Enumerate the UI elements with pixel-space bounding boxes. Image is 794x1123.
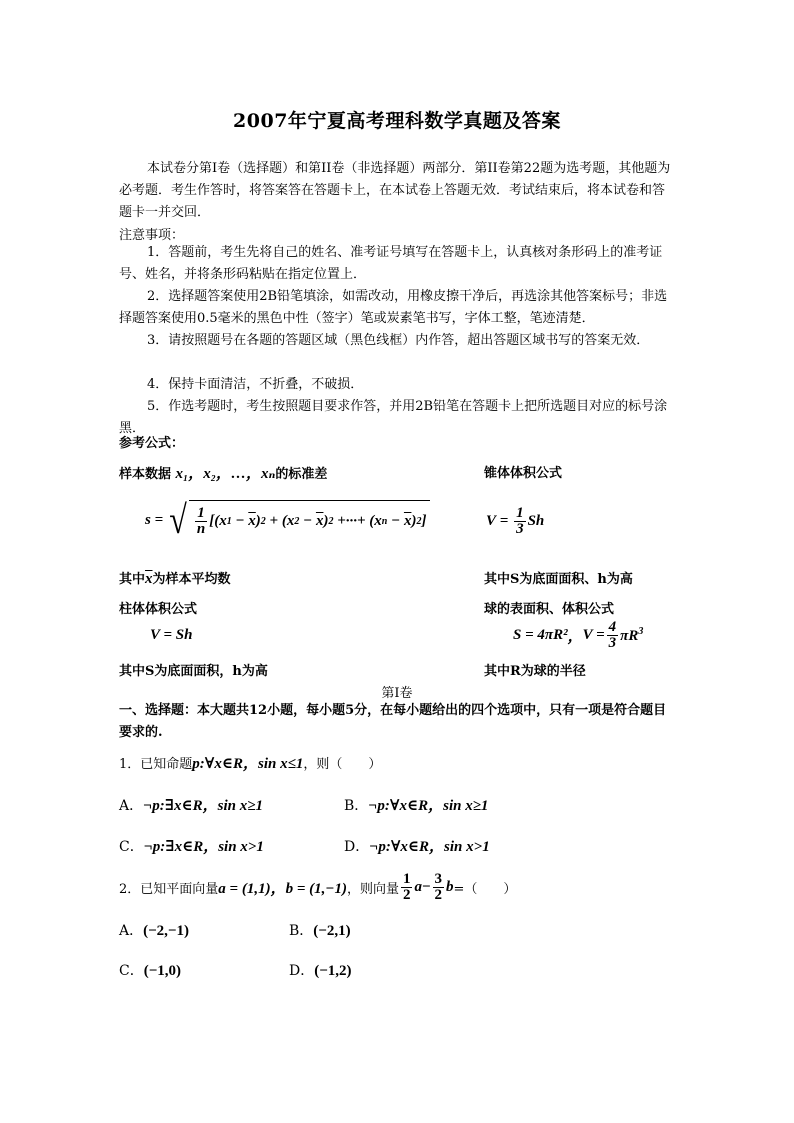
- sphere-area: S = 4πR²: [513, 627, 568, 643]
- formulas-heading: 参考公式：: [119, 436, 185, 451]
- mean-var: $\overline{x}$: [145, 571, 153, 587]
- q1-option-a-label: A．: [119, 798, 144, 814]
- q2-option-b-math: (−2,1): [313, 923, 351, 939]
- q1-option-a-math: ¬p:∃x∈R，sin x≥1: [143, 798, 263, 814]
- q1-option-d-label: D．: [344, 839, 370, 855]
- mean-note-row: [119, 568, 231, 588]
- q2-option-c-label: C．: [119, 963, 144, 979]
- sphere-volume-lhs: V =: [582, 627, 605, 643]
- question-1: [119, 752, 381, 773]
- stddev-vars: x₁，x₂，…，xₙ: [175, 466, 276, 482]
- q2-option-d-math: (−1,2): [314, 963, 352, 979]
- q1-option-b-math: ¬p:∀x∈R，sin x≥1: [368, 798, 489, 814]
- intro-paragraph: 本试卷分第I卷（选择题）和第II卷（非选择题）两部分．第II卷第22题为选考题，其他题为必考题．考生作答时，将答案答在答题卡上，在本试卷上答题无效．考试结束后，将本试卷和答题卡一并交回．: [119, 161, 671, 220]
- q1-option-c[interactable]: [119, 835, 264, 856]
- q1-option-b[interactable]: [344, 794, 488, 815]
- mean-prefix: 其中: [119, 572, 146, 587]
- note-4: 4．保持卡面清洁，不折叠，不破损．: [147, 377, 364, 392]
- q1-option-c-label: C．: [119, 839, 144, 855]
- q2-option-b-label: B．: [289, 923, 314, 939]
- cone-note: 其中S为底面面积、h为高: [484, 572, 633, 587]
- q2-option-c-math: (−1,0): [143, 963, 182, 979]
- q2-suffix: =（ ）: [453, 882, 517, 897]
- q1-prefix: 1．已知命题: [119, 757, 193, 772]
- part-one-heading: 一、选择题：本大题共12小题，每小题5分，在每小题给出的四个选项中，只有一项是符合题目要求的.: [119, 703, 667, 740]
- stddev-label-row: [119, 462, 327, 483]
- q2-option-c[interactable]: [119, 960, 181, 980]
- prism-formula: V = Sh: [150, 627, 193, 643]
- sphere-label: 球的表面积、体积公式: [484, 602, 615, 617]
- q1-option-d-math: ¬p:∀x∈R，sin x>1: [369, 839, 490, 855]
- q2-option-b[interactable]: [289, 920, 351, 940]
- stddev-suffix: 的标准差: [275, 467, 328, 482]
- q1-option-b-label: B．: [344, 798, 369, 814]
- stddev-label: 样本数据: [119, 467, 172, 482]
- q2-option-a-math: (−2,−1): [143, 923, 189, 939]
- q2-option-a[interactable]: [119, 920, 189, 940]
- mean-note: 为样本平均数: [152, 572, 231, 587]
- q1-option-a[interactable]: [119, 794, 263, 815]
- cone-formula: V = $\frac{1}{3}$ Sh: [486, 505, 545, 537]
- sphere-note: 其中R为球的半径: [484, 664, 586, 679]
- prism-note: 其中S为底面面积，h为高: [119, 664, 268, 679]
- sqrt-symbol: √ $\frac{1}{n}$ [( x 1 − $\overline{x}$ ) 2 + ( x 2 − $\overline{x}$ ) 2 +···+ ( x n − $\overline{x}$ ) 2 ]: [167, 500, 431, 540]
- q2-option-d[interactable]: [289, 960, 352, 980]
- q2-option-a-label: A．: [119, 923, 144, 939]
- q2-option-d-label: D．: [289, 963, 315, 979]
- q1-option-c-math: ¬p:∃x∈R，sin x>1: [143, 839, 264, 855]
- note-2: 2．选择题答案使用2B铅笔填涂，如需改动，用橡皮擦干净后，再选涂其他答案标号；非选择题答案使用0.5毫米的黑色中性（签字）笔或炭素笔书写，字体工整，笔迹清楚．: [119, 289, 668, 326]
- q1-option-d[interactable]: [344, 835, 490, 856]
- q2-vectors: a = (1,1)，b = (1,−1): [218, 881, 347, 897]
- note-1: 1．答题前，考生先将自己的姓名、准考证号填写在答题卡上，认真核对条形码上的准考证号、姓名，并将条形码粘贴在指定位置上．: [119, 245, 663, 282]
- note-3: 3．请按照题号在各题的答题区域（黑色线框）内作答，超出答题区域书写的答案无效．: [147, 333, 650, 348]
- q1-math: p:∀x∈R，sin x≤1: [192, 756, 304, 772]
- q2-prefix: 2．已知平面向量: [119, 882, 219, 897]
- sphere-formula: S = 4πR² ， V = $\frac{4}{3}$ $\pi R^3$: [513, 619, 644, 651]
- stddev-formula: s = √ $\frac{1}{n}$ [( x 1 − $\overline{x}$ ) 2 + ( x 2 − $\overline{x}$ ) 2 +···+ ( x n − $\overline{x}$ ) 2 ]: [145, 500, 430, 540]
- cone-label: 锥体体积公式: [484, 466, 563, 481]
- page-title: 2007年宁夏高考理科数学真题及答案: [233, 110, 561, 132]
- question-2: 2．已知平面向量 a = (1,1)，b = (1,−1) ，则向量 $\frac{1}{2}$ a − $\frac{3}{2}$ b =（ ）: [119, 871, 517, 903]
- section-title: 第I卷: [381, 686, 413, 701]
- q1-suffix: ，则（ ）: [303, 757, 382, 772]
- prism-label: 柱体体积公式: [119, 602, 198, 617]
- note-5: 5．作选考题时，考生按照题目要求作答，并用2B铅笔在答题卡上把所选题目对应的标号涂黑．: [119, 399, 668, 436]
- q2-mid: ，则向量: [346, 882, 399, 897]
- notes-heading: 注意事项：: [119, 228, 185, 243]
